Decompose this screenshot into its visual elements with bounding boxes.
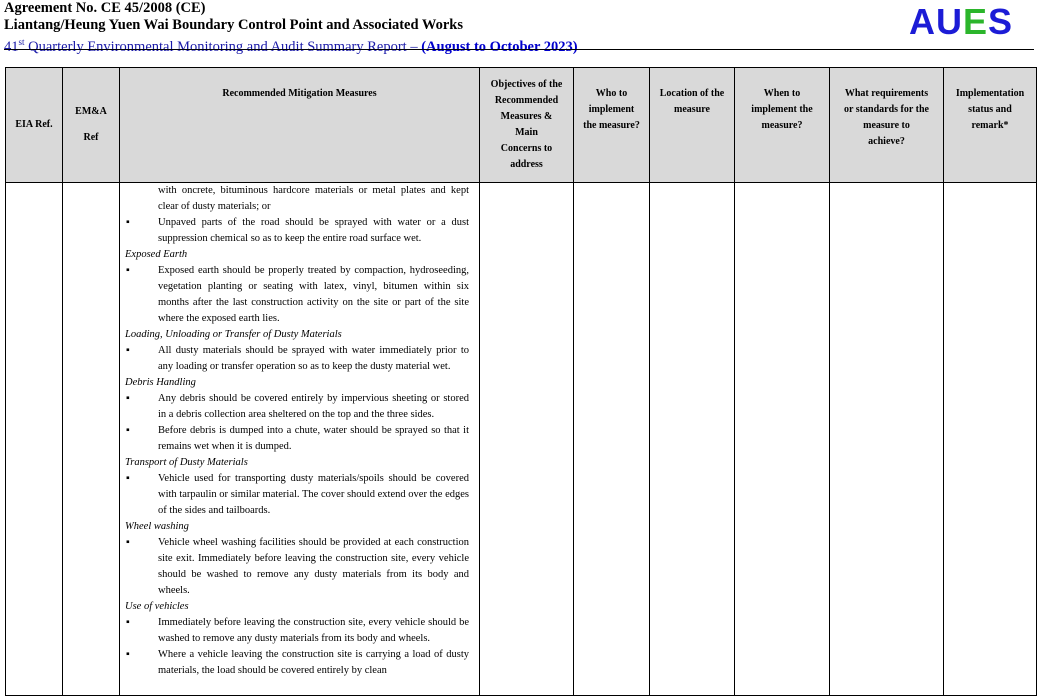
- bullet-icon: ▪: [126, 649, 130, 660]
- eia-ref-cell: [6, 183, 63, 696]
- requirements-cell: [830, 183, 944, 696]
- header-eia-ref: EIA Ref.: [6, 68, 63, 183]
- list-item: ▪ Unpaved parts of the road should be sprayed with water or a dust suppression chemical so as to keep the entire road surface wet.: [125, 215, 469, 247]
- bullet-icon: ▪: [126, 217, 130, 228]
- section-heading: Exposed Earth: [125, 249, 188, 260]
- status-cell: [944, 183, 1037, 696]
- table-header-row: [6, 68, 1037, 183]
- header-objectives: Objectives of the Recommended Measures & Main Concerns to address: [480, 68, 574, 183]
- report-title: [4, 34, 1034, 56]
- report-number-suffix: st: [18, 37, 25, 47]
- ema-ref-cell: [63, 183, 120, 696]
- mitigation-measures-table: [5, 67, 1037, 696]
- bullet-icon: ▪: [126, 425, 130, 436]
- bullet-icon: ▪: [126, 345, 130, 356]
- table-row: [6, 183, 1037, 696]
- header-ema-ref: EM&A Ref: [63, 68, 120, 183]
- report-header: [4, 0, 1034, 55]
- aues-logo: AUES: [908, 1, 1013, 42]
- header-when: When to implement the measure?: [735, 68, 830, 183]
- section-heading: Use of vehicles: [125, 601, 189, 612]
- agreement-number: Agreement No. CE 45/2008 (CE): [4, 0, 206, 16]
- report-period: (August to October 2023): [421, 38, 578, 55]
- report-number: 41: [4, 38, 19, 55]
- bullet-icon: ▪: [126, 265, 130, 276]
- who-cell: [574, 183, 650, 696]
- bullet-icon: ▪: [126, 393, 130, 404]
- section-heading: Debris Handling: [125, 377, 196, 388]
- list-item: ▪ All dusty materials should be sprayed with water immediately prior to any loading or transfer operation so as to keep the dusty material wet.: [125, 343, 469, 375]
- list-item: ▪ Vehicle wheel washing facilities should be provided at each construction site exit. Immediately before leaving the construction site, every vehicle should be washed to remove any dusty materials from its body and wheels.: [125, 535, 469, 599]
- location-cell: [650, 183, 735, 696]
- when-cell: [735, 183, 830, 696]
- list-item: ▪ Exposed earth should be properly treated by compaction, hydroseeding, vegetation planting or seating with latex, vinyl, bitumen within six months after the last construction activity on the site or part of the site where the exposed earth lies.: [125, 263, 469, 327]
- measure-continuation: with oncrete, bituminous hardcore materials or metal plates and kept clear of dusty materials; or: [158, 185, 469, 212]
- header-who: Who to implement the measure?: [574, 68, 650, 183]
- section-heading: Wheel washing: [125, 521, 189, 532]
- objectives-cell: [480, 183, 574, 696]
- project-title: Liantang/Heung Yuen Wai Boundary Control Point and Associated Works: [4, 17, 464, 33]
- measures-cell: [120, 183, 480, 696]
- bullet-icon: ▪: [126, 617, 130, 628]
- list-item: ▪ Any debris should be covered entirely by impervious sheeting or stored in a debris collection area sheltered on the top and the three sides.: [125, 391, 469, 423]
- list-item: ▪ Before debris is dumped into a chute, water should be sprayed so that it remains wet when it is dumped.: [125, 423, 469, 455]
- header-location: Location of the measure: [650, 68, 735, 183]
- section-heading: Loading, Unloading or Transfer of Dusty Materials: [125, 329, 342, 340]
- header-divider: [4, 49, 1034, 50]
- bullet-icon: ▪: [126, 537, 130, 548]
- list-item: ▪ Immediately before leaving the construction site, every vehicle should be washed to remove any dusty materials from its body and wheels.: [125, 615, 469, 647]
- list-item: ▪ Where a vehicle leaving the construction site is carrying a load of dusty materials, the load should be covered entirely by clean: [125, 647, 469, 679]
- header-measures: Recommended Mitigation Measures: [120, 68, 480, 183]
- header-status: Implementation status and remark*: [944, 68, 1037, 183]
- bullet-icon: ▪: [126, 473, 130, 484]
- report-title-text: Quarterly Environmental Monitoring and Audit Summary Report –: [24, 38, 422, 55]
- section-heading: Transport of Dusty Materials: [125, 457, 248, 468]
- list-item: ▪ Vehicle used for transporting dusty materials/spoils should be covered with tarpaulin or similar material. The cover should extend over the edges of the sides and tailboards.: [125, 471, 469, 519]
- header-requirements: What requirements or standards for the measure to achieve?: [830, 68, 944, 183]
